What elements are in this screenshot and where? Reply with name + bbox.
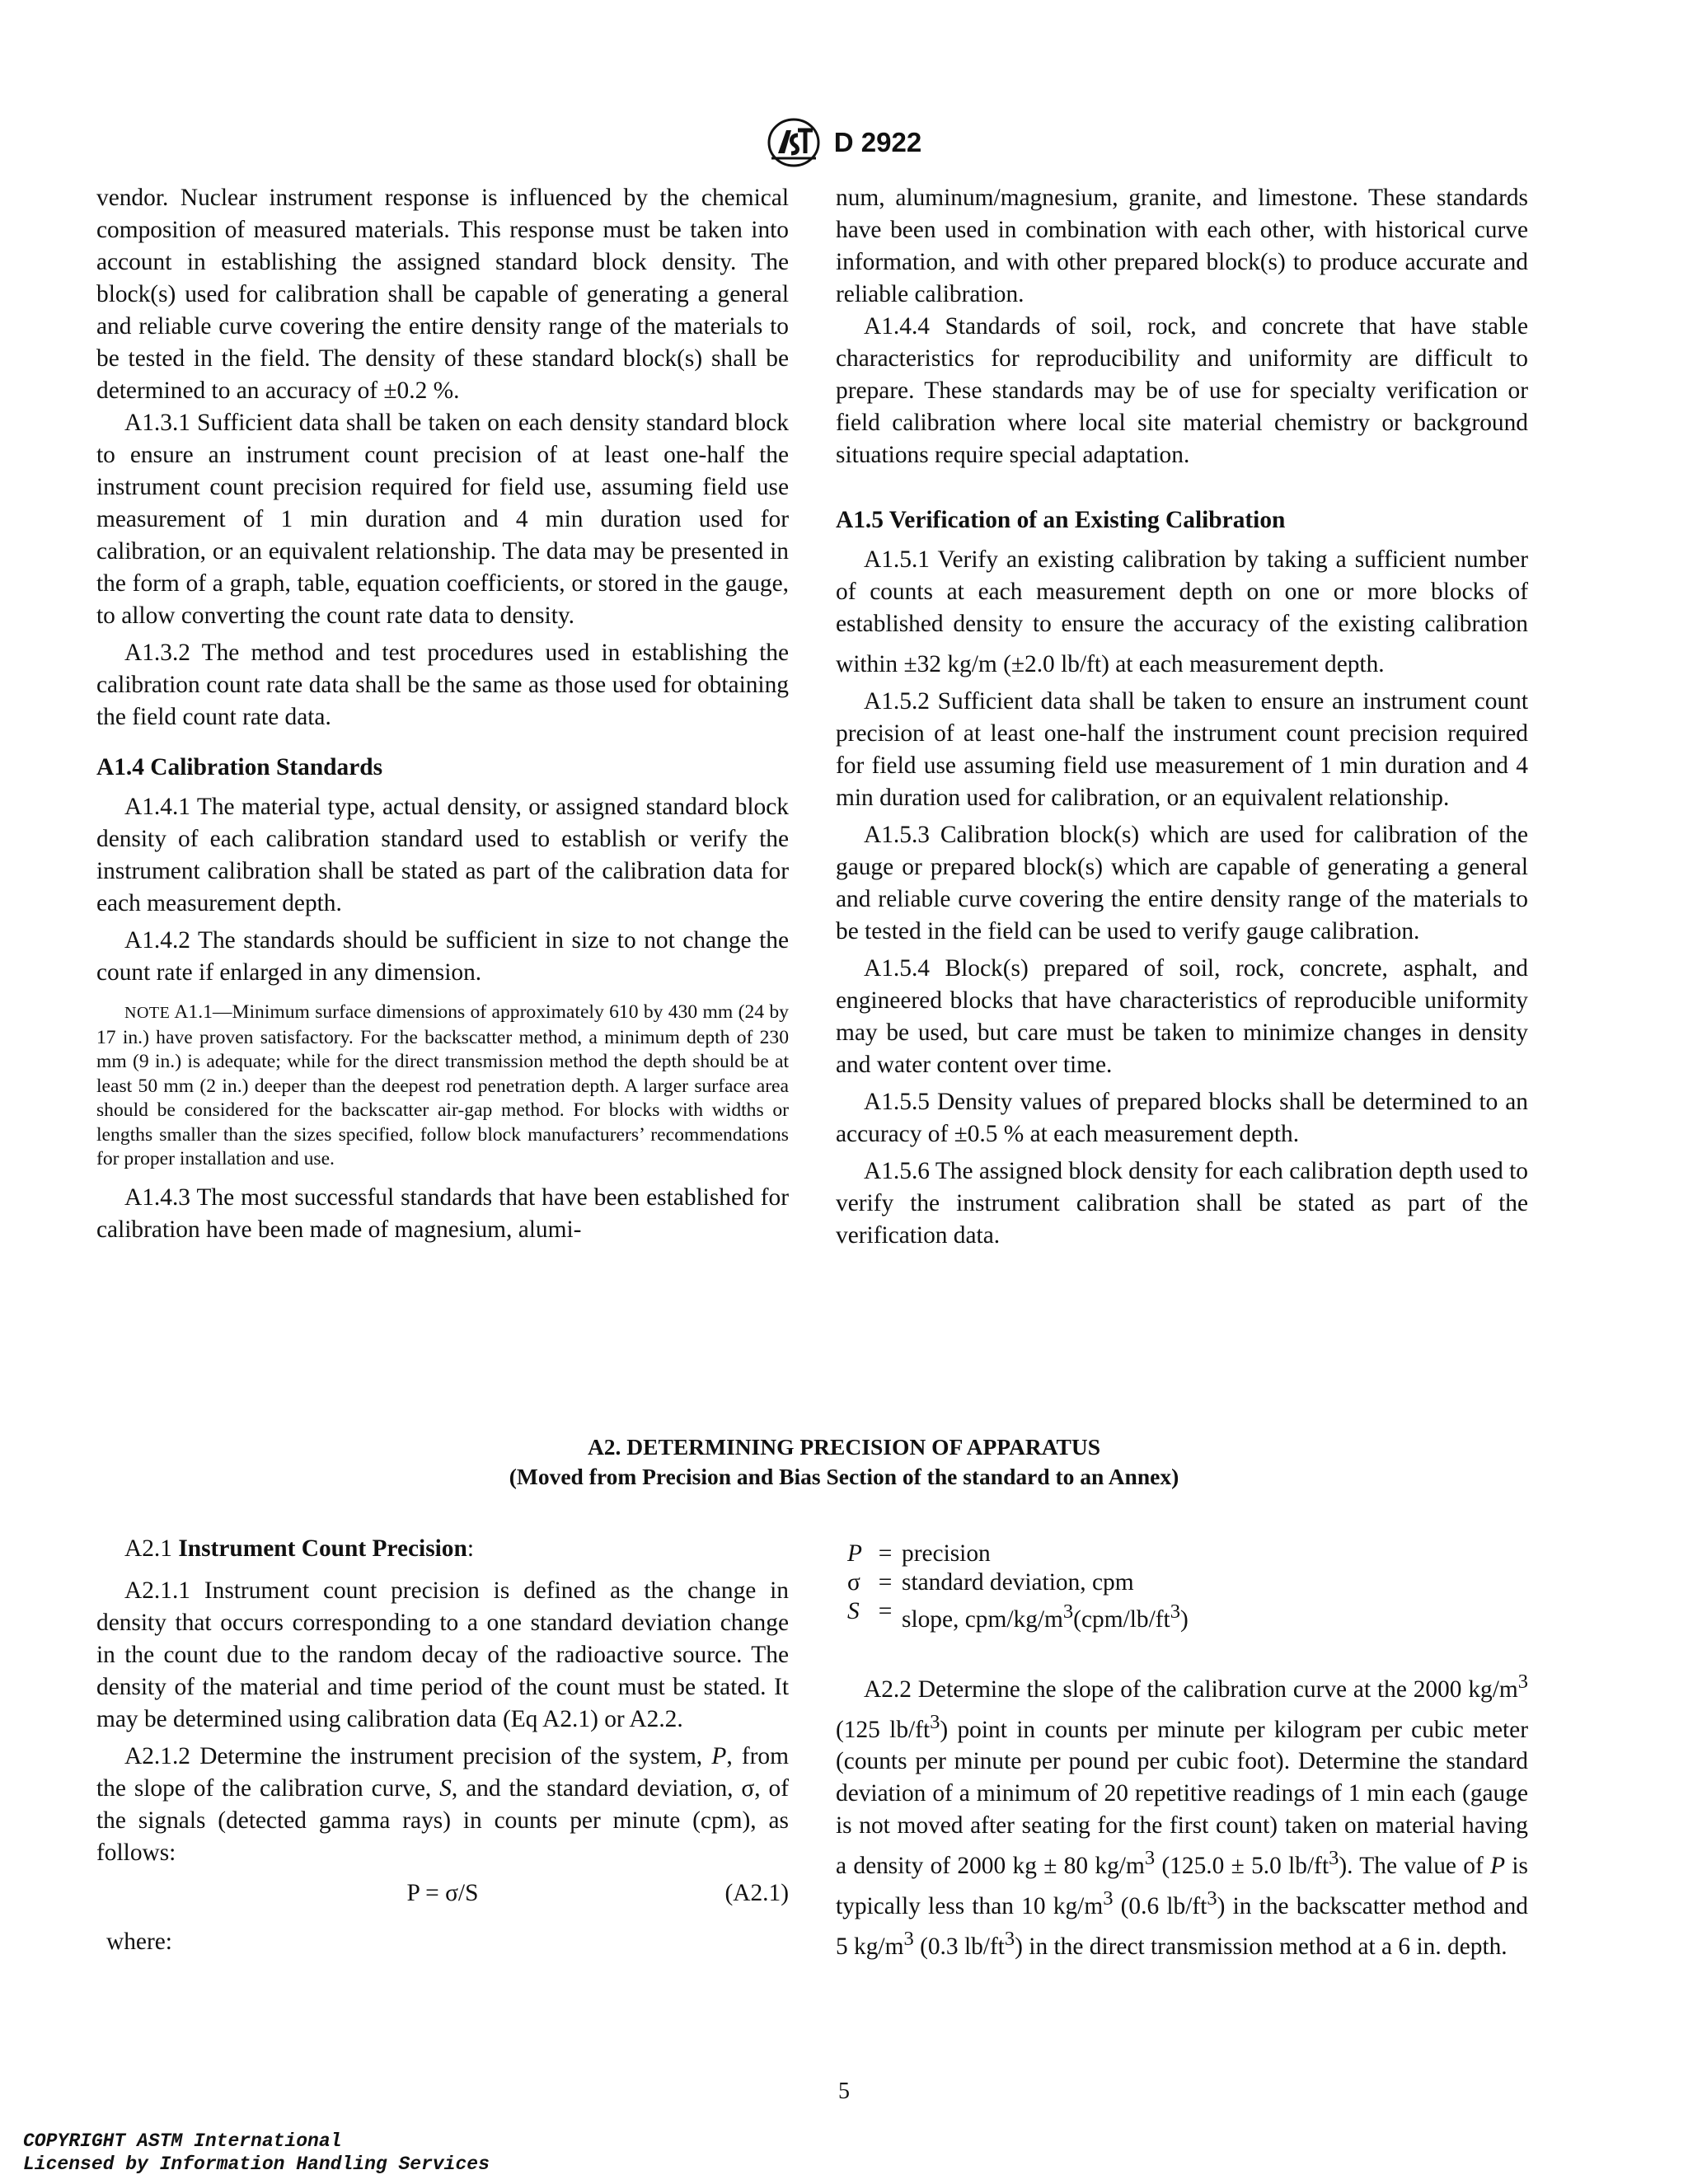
paragraph-a1-5-6: A1.5.6 The assigned block density for each calibration depth used to verify the instrument calibration shall be stated as part of the verification data. bbox=[836, 1157, 1528, 1249]
definition-row: S = slope, cpm/$kg/m^3(cpm/lb/ft^3)$ bbox=[847, 1598, 1189, 1633]
paragraph-a1-5-4: A1.5.4 Block(s) prepared of soil, rock, concrete, asphalt, and engineered blocks that have characteristics of reproducible uniformity may be used, but care must be taken to minimize changes in density and water content over time. bbox=[836, 954, 1528, 1078]
symbol-definitions bbox=[847, 1540, 1528, 1634]
annex-heading: A2. DETERMINING PRECISION OF APPARATUS bbox=[587, 1434, 1101, 1460]
note-label: NOTE bbox=[124, 1004, 171, 1022]
paragraph-a1-5-1: A1.5.1 Verify an existing calibration by taking a sufficient number of counts at each measurement depth on one or more blocks of established density to ensure the accuracy of the existing calibration within ±32 kg/m (±2.0 lb/ft) at each measurement depth. bbox=[836, 546, 1528, 677]
note-a1-1 bbox=[96, 1001, 789, 1172]
paragraph-a1-5-2: A1.5.2 Sufficient data shall be taken to ensure an instrument count precision of at least one-half the instrument count precision required for field use assuming field use measurement of 1 min duration and 4 min duration used for calibration, or an equivalent relationship. bbox=[836, 687, 1528, 811]
paragraph-a2-1-1: A2.1.1 Instrument count precision is defined as the change in density that occurs corresponding to a one standard deviation change in the count due to the random decay of the radioactive source. The density of the material and time period of the count must be stated. It may be determined using calibration data (Eq A2.1) or A2.2. bbox=[96, 1577, 789, 1732]
paragraph-a2-2: A2.2 Determine the slope of the calibration curve at the 2000 $kg/m^3$ (125 $lb/ft^3$) point in counts per minute per kilogram per cubic meter (counts per minute per pound per cubic foot). Determine the standard deviation of a minimum of 20 repetitive readings of 1 min each (gauge is not moved after seating for the first count) taken on material having a density of 2000 kg ± 80 $kg/m^3$ (125.0 ± 5.0 $lb/ft^3$). The value of P is typically less than 10 $kg/m^3$ (0.6 $lb/ft^3$) in the backscatter method and 5 $kg/m^3$ (0.3 $lb/ft^3$) in the direct transmission method at a 6 in. depth. bbox=[836, 1670, 1529, 1960]
where-label: where: bbox=[106, 1929, 172, 1955]
section-heading-a2-1: A2.1 Instrument Count Precision: bbox=[124, 1535, 475, 1562]
paragraph-a1-4-2: A1.4.2 The standards should be sufficient in size to not change the count rate if enlarged in any dimension. bbox=[96, 927, 789, 986]
left-column-bottom bbox=[96, 1533, 789, 1958]
page-number: 5 bbox=[838, 2079, 850, 2104]
definition-row: P = precision bbox=[847, 1540, 991, 1567]
page-header bbox=[0, 117, 1688, 168]
equation-a2-1 bbox=[96, 1877, 789, 1910]
paragraph-a1-3-2: A1.3.2 The method and test procedures used in establishing the calibration count rate data shall be the same as those used for obtaining the field count rate data. bbox=[96, 640, 789, 730]
paragraph-vendor: vendor. Nuclear instrument response is influenced by the chemical composition of measured materials. This response must be taken into account in establishing the assigned standard block density. The block(s) used for calibration shall be capable of generating a general and reliable curve covering the entire density range of the materials to be tested in the field. The density of these standard block(s) shall be determined to an accuracy of ±0.2 %. bbox=[96, 185, 789, 404]
paragraph-a1-3-1: A1.3.1 Sufficient data shall be taken on each density standard block to ensure an instrument count precision of at least one-half the instrument count precision required for field use, assuming field use measurement of 1 min duration and 4 min duration used for calibration, or an equivalent relationship. The data may be presented in the form of a graph, table, equation coefficients, or stored in the gauge, to allow converting the count rate data to density. bbox=[96, 410, 789, 629]
astm-logo-icon bbox=[767, 117, 821, 168]
paragraph-a1-4-1: A1.4.1 The material type, actual density, or assigned standard block density of each calibration standard used to establish or verify the instrument calibration shall be stated as part of the calibration data for each measurement depth. bbox=[96, 794, 789, 916]
standard-designation: D 2922 bbox=[833, 127, 922, 157]
left-column-top bbox=[96, 182, 789, 1251]
right-column-bottom bbox=[836, 1540, 1528, 1968]
annex-subheading: (Moved from Precision and Bias Section of the standard to an Annex) bbox=[509, 1464, 1179, 1489]
right-column-top bbox=[836, 182, 1528, 1257]
copyright-notice bbox=[23, 2130, 490, 2176]
annex-title bbox=[0, 1432, 1688, 1492]
paragraph-a1-5-5: A1.5.5 Density values of prepared blocks shall be determined to an accuracy of ±0.5 % at each measurement depth. bbox=[836, 1088, 1528, 1147]
section-heading-a1-4: A1.4 Calibration Standards bbox=[96, 754, 383, 780]
paragraph-a2-1-2: A2.1.2 Determine the instrument precision of the system, P, from the slope of the calibration curve, S, and the standard deviation, σ, of the signals (detected gamma rays) in counts per minute (cpm), as follows: bbox=[96, 1743, 789, 1866]
paragraph-a1-4-4: A1.4.4 Standards of soil, rock, and concrete that have stable characteristics for reproducibility and uniformity are difficult to prepare. These standards may be of use for specialty verification or field calibration where local site material chemistry or background situations require special adaptation. bbox=[836, 313, 1528, 468]
definition-row: σ = standard deviation, cpm bbox=[847, 1569, 1134, 1596]
paragraph-standards-continued: num, aluminum/magnesium, granite, and limestone. These standards have been used in combination with each other, with historical curve information, and with other prepared block(s) to produce accurate and reliable calibration. bbox=[836, 185, 1528, 307]
equation-body: P = σ/S bbox=[406, 1880, 479, 1906]
paragraph-a1-5-3: A1.5.3 Calibration block(s) which are used for calibration of the gauge or prepared block(s) which are capable of generating a general and reliable curve covering the entire density range of the materials to be tested in the field can be used to verify gauge calibration. bbox=[836, 821, 1528, 944]
paragraph-a1-4-3: A1.4.3 The most successful standards that have been established for calibration have been made of magnesium, alumi- bbox=[96, 1183, 789, 1243]
license-line: Licensed by Information Handling Services bbox=[23, 2154, 490, 2175]
note-text: A1.1—Minimum surface dimensions of approximately 610 by 430 mm (24 by 17 in.) have proven satisfactory. For the backscatter method, a minimum depth of 230 mm (9 in.) is adequate; while for the direct transmission method the depth should be at least 50 mm (2 in.) deeper than the deepest rod penetration depth. A larger surface area should be considered for the backscatter air-gap method. For blocks with widths or lengths smaller than the sizes specified, follow block manufacturers’ recommendations for proper installation and use. bbox=[96, 1001, 789, 1169]
equation-number: (A2.1) bbox=[724, 1880, 789, 1906]
copyright-line: COPYRIGHT ASTM International bbox=[23, 2130, 342, 2152]
section-heading-a1-5: A1.5 Verification of an Existing Calibration bbox=[836, 507, 1286, 533]
